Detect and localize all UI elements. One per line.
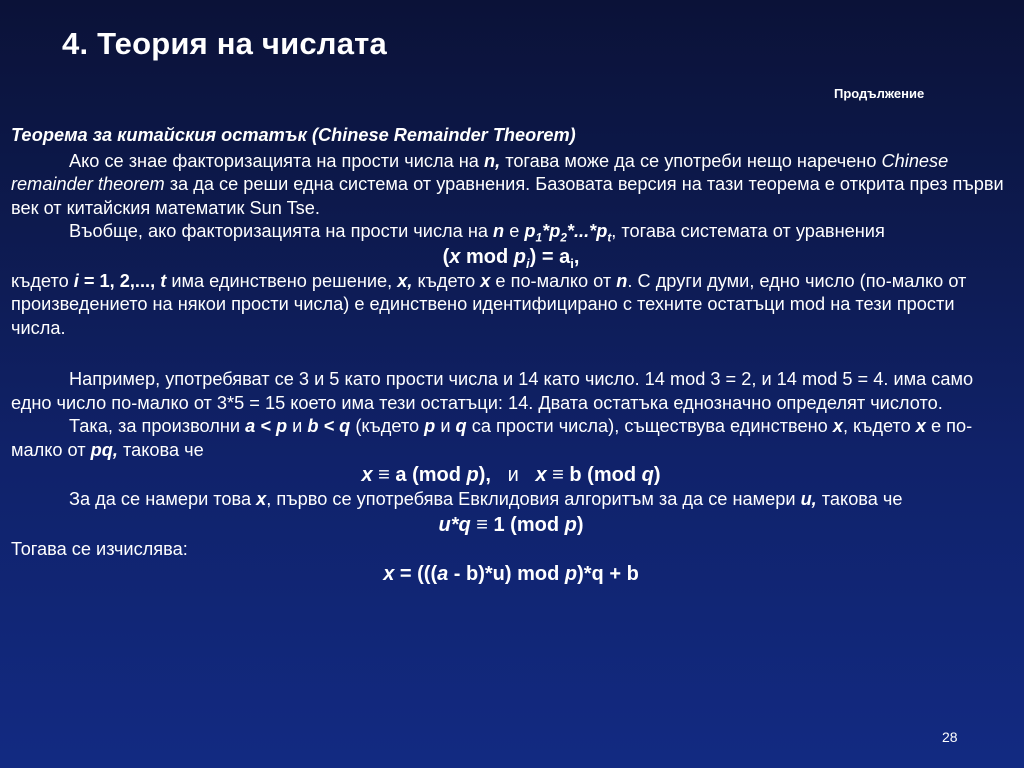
text-span: такова че — [117, 439, 204, 460]
text-span: са прости числа), съществува единствено — [466, 416, 833, 436]
paragraph-compute: Тогава се изчислява: — [11, 538, 188, 559]
math-text: = ((( — [394, 563, 438, 585]
var-x: x — [361, 464, 373, 486]
paragraph-example: Например, употребяват се 3 и 5 като прости числа и 14 като число. 14 mod 3 = 2, и 14 mod 5 = 4. има само едно число по-малко от 3*5 = 15 което има тези остатъци: 14. Двата остатъка еднозначно определят числото. — [11, 369, 974, 413]
var-x: x — [449, 245, 461, 268]
text-span: , тогава системата от уравнения — [611, 221, 885, 241]
text-span: Ако се знае факторизацията на прости числа на — [69, 150, 484, 171]
paragraph-factorization — [11, 150, 1011, 221]
formula-solution — [11, 561, 1011, 587]
var-n: n — [616, 270, 628, 291]
text-span: и — [287, 416, 308, 436]
slide-number: 28 — [942, 729, 958, 745]
text-span: е по-малко от — [11, 416, 973, 460]
text-span: . С други думи, едно число (по-малко от произведението на някои прости числа) е единствено идентифицирано с техните остатъци mod на тези прости числа. — [11, 270, 967, 338]
math-text: ), — [478, 464, 491, 486]
var-p: *...*p — [566, 221, 608, 241]
math-text: mod — [460, 245, 514, 268]
var-x: x — [480, 270, 491, 291]
paragraph-euclid — [11, 488, 1011, 512]
text-span: , където — [842, 416, 916, 436]
var-i: i — [73, 270, 79, 291]
text-span: има единствено решение, — [166, 270, 398, 291]
var-x: x — [256, 489, 267, 509]
text-span: тогава може да се употреби нещо наречено — [500, 150, 882, 171]
math-text: ) — [576, 513, 584, 536]
var-x: x — [535, 464, 547, 486]
math-expression: b < q — [307, 416, 351, 436]
var-x: x — [383, 563, 395, 585]
var-p: p — [524, 221, 536, 241]
text-span: За да се намери това — [69, 489, 257, 509]
theorem-heading: Теорема за китайския остатък (Chinese Remainder Theorem) — [11, 125, 576, 145]
text-span: (където — [350, 416, 425, 436]
var-q: q — [455, 416, 467, 436]
math-text: ≡ b (mod — [546, 464, 642, 486]
math-text: ) = a — [529, 245, 571, 268]
var-t: t — [155, 270, 167, 291]
var-n: n — [493, 221, 505, 241]
text-span: и — [435, 416, 456, 436]
var-p: p — [564, 513, 577, 536]
subscript: i — [525, 255, 530, 271]
formula-inverse — [11, 512, 1011, 538]
paragraph-arbitrary — [11, 415, 1011, 462]
paragraph-where — [11, 270, 1011, 341]
text-span: е по-малко от — [490, 270, 617, 291]
math-text: - b)*u) mod — [448, 563, 565, 585]
var-p: p — [424, 416, 436, 436]
text-span: където — [11, 270, 74, 291]
text-span: Въобще, ако факторизацията на прости числа на — [69, 221, 494, 241]
var-u: u — [438, 513, 451, 536]
text-span: , първо се употребява Евклидовия алгоритъм за да се намери — [266, 489, 801, 509]
var-p: p — [513, 245, 526, 268]
text-span: за да се реши една система от уравнения. Базовата версия на тази теорема е открита през първи век от китайския математик Sun Tse. — [11, 174, 1004, 218]
var-u: u, — [800, 489, 817, 509]
math-text: ≡ 1 (mod — [470, 513, 565, 536]
paragraph-gap — [11, 340, 1011, 368]
math-text: = 1, 2,..., — [78, 270, 156, 291]
subscript: t — [607, 230, 612, 245]
var-q: q — [641, 464, 654, 486]
text-span: Така, за произволни — [69, 416, 246, 436]
var-a: a — [437, 563, 449, 585]
var-x: x — [915, 416, 926, 436]
math-text: ) — [653, 464, 661, 486]
text-span: е — [504, 221, 525, 241]
subscript: 2 — [560, 230, 567, 245]
formula-congruences — [11, 462, 1011, 488]
var-q: *q — [450, 513, 471, 536]
math-text: ( — [442, 245, 450, 268]
math-text: , — [573, 245, 580, 268]
var-p: *p — [542, 221, 561, 241]
math-expression: a < p — [245, 416, 288, 436]
var-n: n, — [483, 150, 501, 171]
slide-subtitle: Продължение — [834, 86, 925, 101]
conjunction: и — [490, 464, 536, 486]
var-p: p — [466, 464, 479, 486]
var-x: x, — [397, 270, 413, 291]
text-span: такова че — [816, 489, 903, 509]
slide-content — [11, 124, 1011, 587]
slide-title: 4. Теория на числата — [62, 26, 387, 61]
subscript: 1 — [535, 230, 543, 245]
var-x: x — [832, 416, 843, 436]
math-text: ≡ a (mod — [372, 464, 467, 486]
subscript: i — [570, 255, 574, 271]
formula-system — [11, 244, 1011, 270]
var-pq: pq, — [90, 439, 118, 460]
paragraph-general — [11, 220, 1011, 244]
math-text: )*q + b — [577, 563, 639, 585]
text-span: където — [412, 270, 481, 291]
var-p: p — [564, 563, 578, 585]
crt-term: Chinese remainder theorem — [11, 150, 949, 194]
